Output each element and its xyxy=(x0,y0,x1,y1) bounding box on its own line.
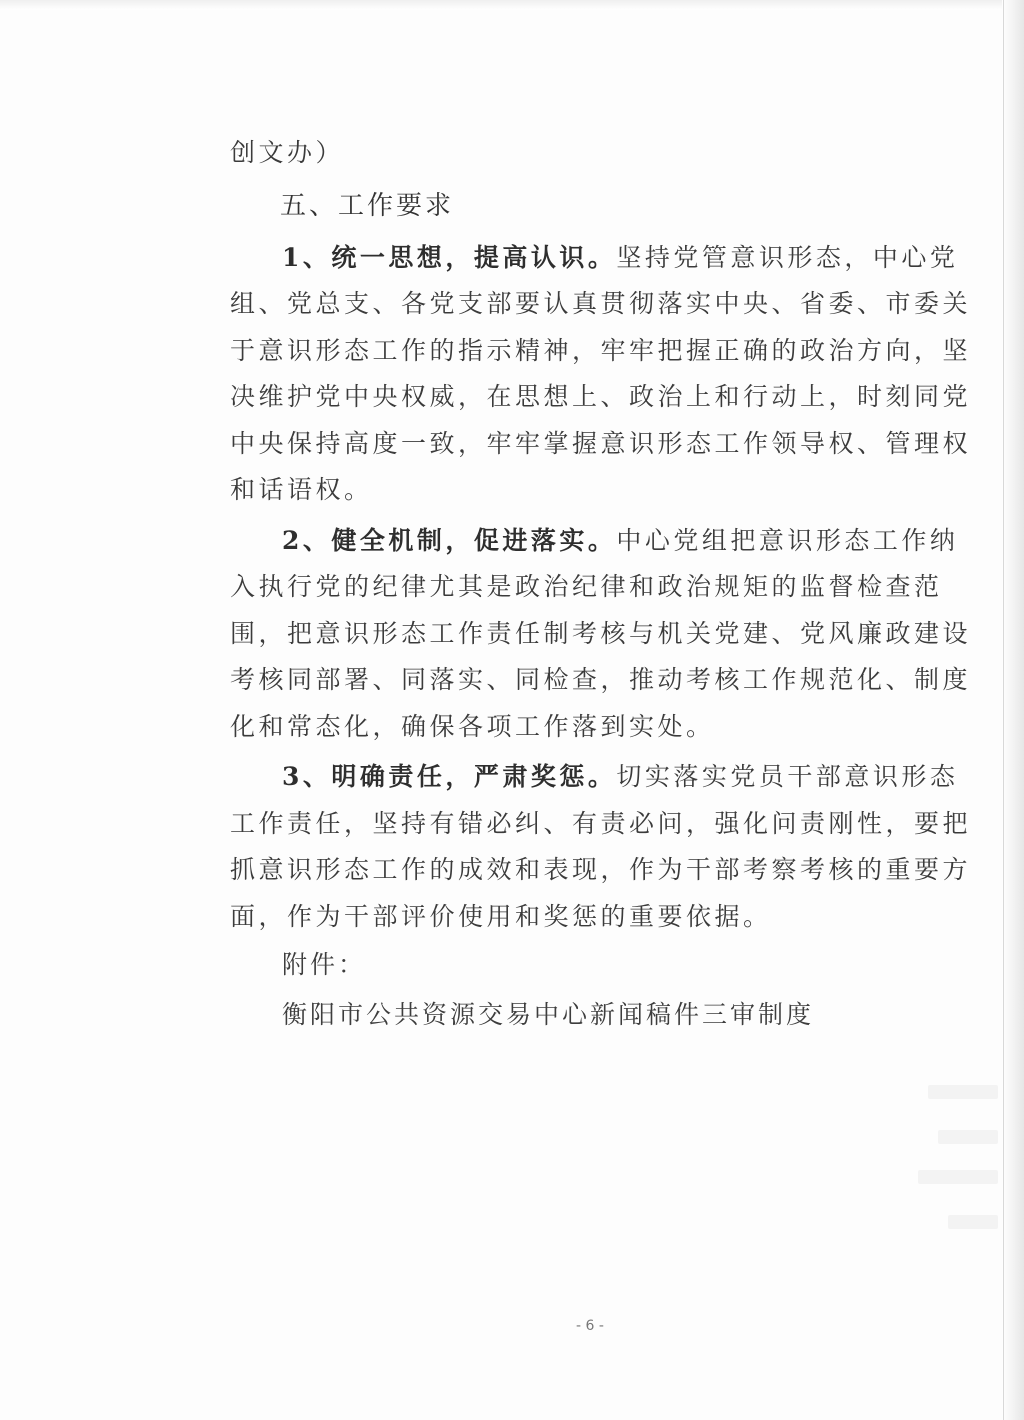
attachment-title: 衡阳市公共资源交易中心新闻稿件三审制度 xyxy=(282,1000,815,1029)
paragraph-lead: 2、健全机制，促进落实。 xyxy=(282,525,617,555)
requirement-paragraph-1 xyxy=(230,235,972,514)
scan-edge-right xyxy=(1002,0,1024,1420)
scan-fold-line xyxy=(1003,0,1004,1420)
paragraph-line: 于意识形态工作的指示精神，牢牢把握正确的政治方向，坚 xyxy=(230,335,972,365)
paragraph-first-line xyxy=(230,518,959,565)
paragraph-line: 化和常态化，确保各项工作落到实处。 xyxy=(230,711,715,741)
paragraph-lead: 3、明确责任，严肃奖惩。 xyxy=(282,762,617,791)
bleed-through-mark xyxy=(938,1130,998,1144)
paragraph-line: 面，作为干部评价使用和奖惩的重要依据。 xyxy=(230,901,772,931)
paragraph-line: 和话语权。 xyxy=(230,475,373,504)
paragraph-line: 组、党总支、各党支部要认真贯彻落实中央、省委、市委关 xyxy=(230,289,972,318)
scan-edge-top xyxy=(0,0,1024,10)
document-body xyxy=(230,130,972,1040)
paragraph-line: 工作责任，坚持有错必纠、有责必问，强化问责刚性，要把 xyxy=(230,808,972,838)
paragraph-line: 抓意识形态工作的成效和表现，作为干部考察考核的重要方 xyxy=(230,855,972,884)
bleed-through-mark xyxy=(948,1215,998,1229)
paragraph-line: 中心党组把意识形态工作纳 xyxy=(616,525,959,555)
paragraph-line: 围，把意识形态工作责任制考核与机关党建、党风廉政建设 xyxy=(230,618,972,648)
paragraph-first-line xyxy=(230,754,959,801)
attachment-label: 附件： xyxy=(282,950,367,979)
paragraph-first-line xyxy=(230,235,959,282)
paragraph-line: 中央保持高度一致，牢牢掌握意识形态工作领导权、管理权 xyxy=(230,428,972,458)
page-number: - 6 - xyxy=(576,1318,604,1334)
requirement-paragraph-3 xyxy=(230,754,972,940)
bleed-through-mark xyxy=(928,1085,998,1099)
paragraph-line: 决维护党中央权威，在思想上、政治上和行动上，时刻同党 xyxy=(230,382,972,411)
paragraph-line: 坚持党管意识形态，中心党 xyxy=(616,242,959,272)
section-heading: 五、工作要求 xyxy=(280,190,455,221)
bleed-through-mark xyxy=(918,1170,998,1184)
continuation-text: 创文办） xyxy=(230,138,345,167)
requirement-paragraph-2 xyxy=(230,518,972,751)
paragraph-line: 考核同部署、同落实、同检查，推动考核工作规范化、制度 xyxy=(230,665,972,694)
paragraph-line: 切实落实党员干部意识形态 xyxy=(616,762,959,791)
paragraph-lead: 1、统一思想，提高认识。 xyxy=(282,242,617,272)
paragraph-line: 入执行党的纪律尤其是政治纪律和政治规矩的监督检查范 xyxy=(230,572,943,601)
